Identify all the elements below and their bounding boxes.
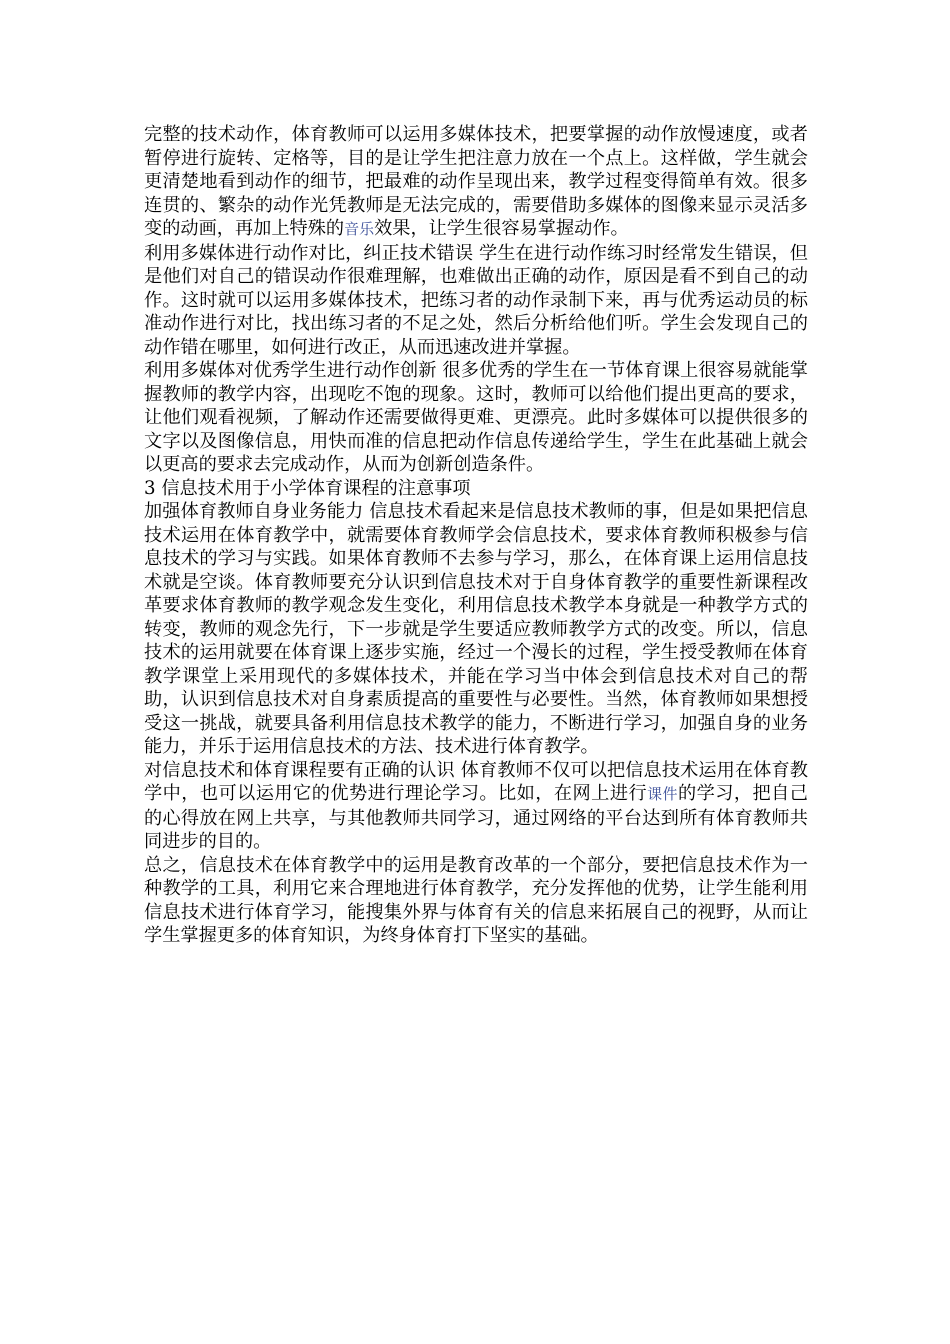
paragraph-motion-comparison: 利用多媒体进行动作对比，纠正技术错误 学生在进行动作练习时经常发生错误，但是他们对自己的错误动作很难理解，也难做出正确的动作，原因是看不到自己的动作。这时就可以运用多媒体技术，把练习者的动作录制下来，再与优秀运动员的标准动作进行对比，找出练习者的不足之处，然后分析给他们听。学生会发现自己的动作错在哪里，如何进行改正，从而迅速改进并掌握。 (144, 242, 808, 358)
paragraph-text: 完整的技术动作，体育教师可以运用多媒体技术，把要掌握的动作放慢速度，或者暂停进行旋转、定格等，目的是让学生把注意力放在一个点上。这样做，学生就会更清楚地看到动作的细节，把最难的动作呈现出来，教学过程变得简单有效。很多连贯的、繁杂的动作光凭教师是无法完成的，需要借助多媒体的图像来显示灵活多变的动画，再加上特殊的 (144, 124, 808, 239)
paragraph-conclusion: 总之，信息技术在体育教学中的运用是教育改革的一个部分，要把信息技术作为一种教学的工具，利用它来合理地进行体育教学，充分发挥他的优势，让学生能利用信息技术进行体育学习，能搜集外界与体育有关的信息来拓展自己的视野，从而让学生掌握更多的体育知识，为终身体育打下坚实的基础。 (144, 854, 808, 946)
paragraph-teacher-ability: 加强体育教师自身业务能力 信息技术看起来是信息技术教师的事，但是如果把信息技术运用在体育教学中，就需要体育教师学会信息技术，要求体育教师积极参与信息技术的学习与实践。如果体育教师不去参与学习，那么，在体育课上运用信息技术就是空谈。体育教师要充分认识到信息技术对于自身体育教学的重要性新课程改革要求体育教师的教学观念发生变化，利用信息技术教学本身就是一种教学方式的转变，教师的观念先行，下一步就是学生要适应教师教学方式的改变。所以，信息技术的运用就要在体育课上逐步实施，经过一个漫长的过程，学生授受教师在体育教学课堂上采用现代的多媒体技术，并能在学习当中体会到信息技术对自己的帮助，认识到信息技术对自身素质提高的重要性与必要性。当然，体育教师如果想授受这一挑战，就要具备利用信息技术教学的能力，不断进行学习，加强自身的业务能力，并乐于运用信息技术的方法、技术进行体育教学。 (144, 501, 808, 757)
paragraph-correct-understanding (144, 759, 808, 854)
music-link[interactable]: 音乐 (344, 220, 375, 238)
section-heading: 3 信息技术用于小学体育课程的注意事项 (144, 477, 471, 499)
paragraph-motion-innovation: 利用多媒体对优秀学生进行动作创新 很多优秀的学生在一节体育课上很容易就能掌握教师的教学内容，出现吃不饱的现象。这时，教师可以给他们提出更高的要求，让他们观看视频，了解动作还需要做得更难、更漂亮。此时多媒体可以提供很多的文字以及图像信息，用快而准的信息把动作信息传递给学生，学生在此基础上就会以更高的要求去完成动作，从而为创新创造条件。 (144, 360, 808, 475)
courseware-link[interactable]: 课件 (647, 785, 678, 803)
paragraph-text: 对信息技术和体育课程要有正确的认识 体育教师不仅可以把信息技术运用在体育教学中，也可以运用它的优势进行理论学习。比如，在网上进行 (144, 759, 808, 804)
paragraph-text: 的学习，把自己的心得放在网上共享，与其他教师共同学习，通过网络的平台达到所有体育教师共同进步的目的。 (144, 783, 808, 852)
paragraph-text: 效果，让学生很容易掌握动作。 (374, 218, 629, 239)
document-body (144, 123, 808, 948)
paragraph-multimedia-slow-motion (144, 123, 808, 242)
